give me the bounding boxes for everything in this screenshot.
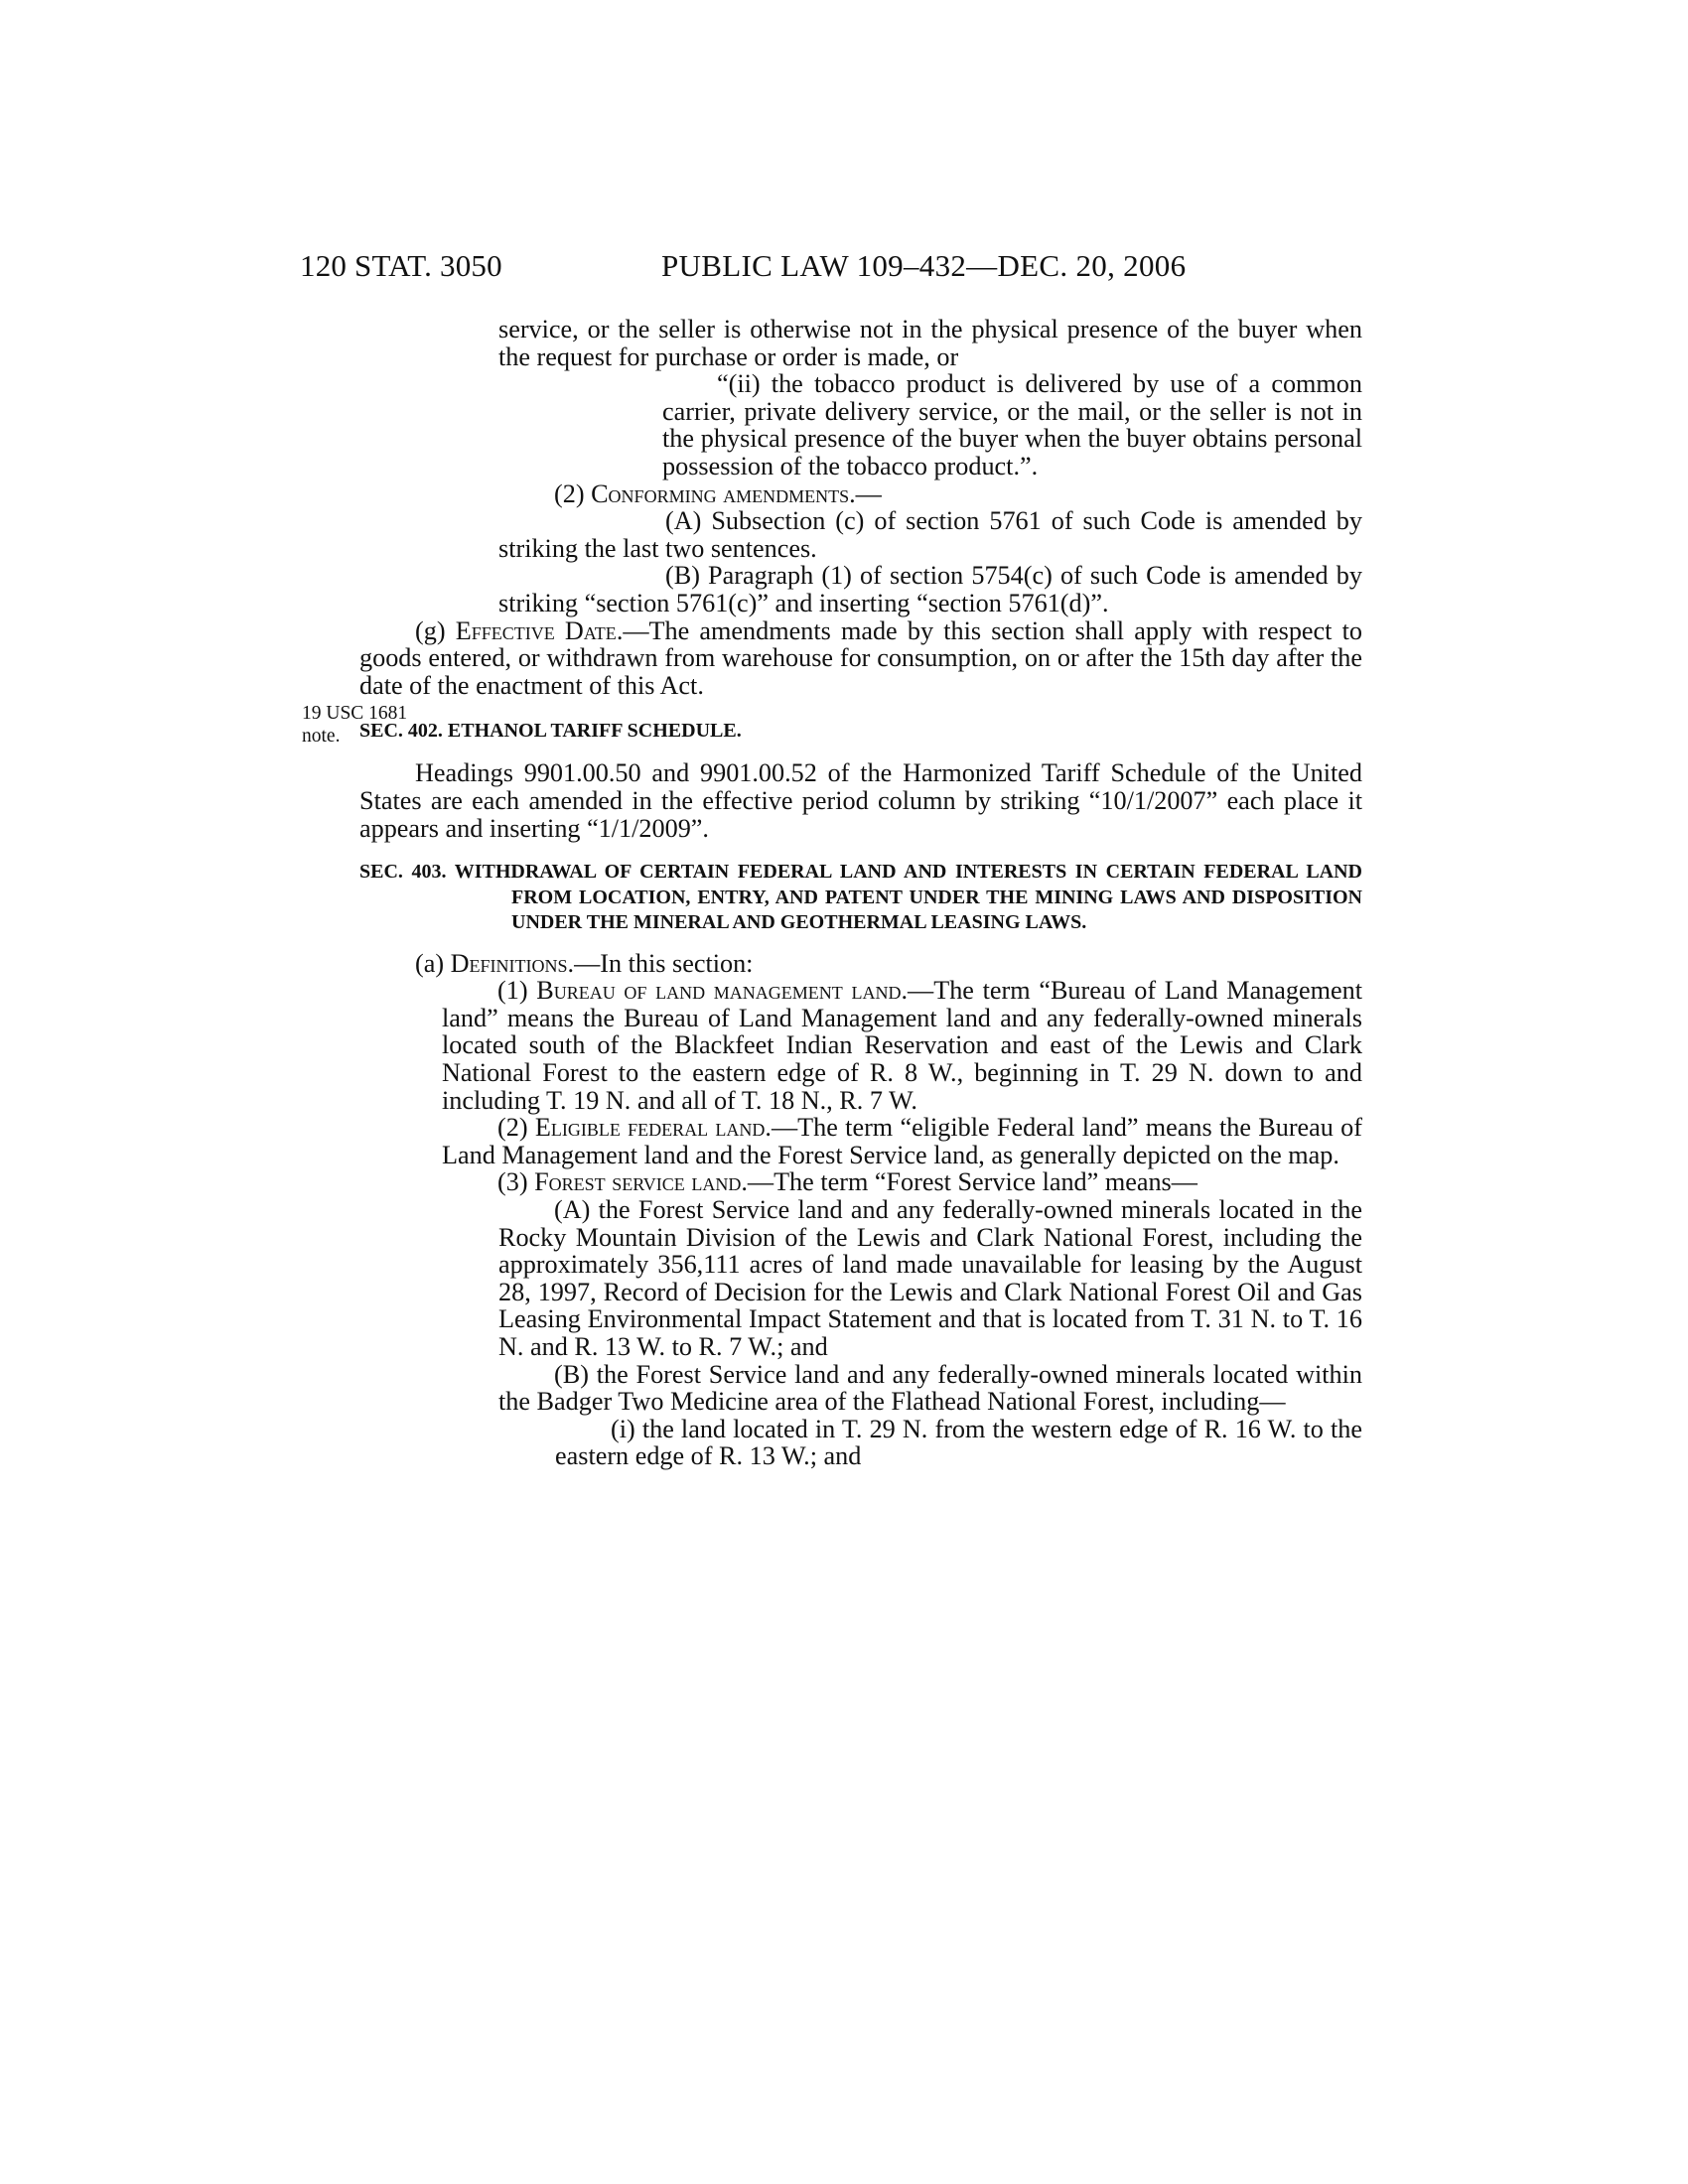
definition-3-heading: Forest service land [534,1167,742,1197]
page-title: PUBLIC LAW 109–432—DEC. 20, 2006 [661,248,1187,283]
definition-1 [442,977,1362,1114]
definition-1-heading: Bureau of land management land [536,976,902,1006]
stat-reference: 120 STAT. 3050 [300,248,502,283]
margin-note-line1: 19 USC 1681 [302,703,408,724]
definition-3-b: (B) the Forest Service land and any federally-owned minerals located within the Badger Two Medicine area of the Flathead National Forest, including— [498,1359,1362,1417]
definitions-heading: Definitions [450,948,568,978]
definition-1-number: (1) [497,976,537,1006]
conforming-amendments-paragraph [442,480,1362,508]
conforming-heading: Conforming amendments [591,478,850,508]
effective-date-paragraph [359,617,1362,700]
conforming-b: (B) Paragraph (1) of section 5754(c) of such Code is amended by striking “section 5761(c)” and inserting “section 5761(d)”. [498,561,1362,617]
definition-2-heading: Eligible federal land [534,1113,766,1143]
effective-heading: Effective Date [455,615,617,645]
definition-2-text: .—The term “eligible Federal land” means the Bureau of Land Management land and the Forest Service land, as generally depicted on the map. [442,1113,1362,1169]
conforming-number: (2) [554,478,592,508]
conforming-a: (A) Subsection (c) of section 5761 of such Code is amended by striking the last two sentences. [498,506,1362,563]
continued-paragraph: service, or the seller is otherwise not in the physical presence of the buyer when the request for purchase or order is made, or [498,315,1362,371]
definitions-number: (a) [415,948,451,978]
section-402-heading: SEC. 402. ETHANOL TARIFF SCHEDULE. [359,720,742,743]
definitions-paragraph [359,950,1362,978]
section-403-heading: SEC. 403. WITHDRAWAL OF CERTAIN FEDERAL LAND AND INTERESTS IN CERTAIN FEDERAL LAND FROM LOCATION, ENTRY, AND PATENT UNDER THE MINING LAWS AND DISPOSITION UNDER THE MINERAL AND GEOTHERMAL LEASING LAWS. [359,861,1362,934]
effective-text: .—The amendments made by this section shall apply with respect to goods entered, or withdrawn from warehouse for consumption, on or after the 15th day after the date of the enactment of this Act. [359,615,1362,700]
document-body [359,315,1362,1471]
definition-3 [442,1168,1362,1196]
effective-number: (g) [415,615,456,645]
definition-3-text: .—The term “Forest Service land” means— [741,1167,1197,1197]
clause-ii: “(ii) the tobacco product is delivered by use of a common carrier, private delivery service, or the mail, or the seller is not in the physical presence of the buyer when the buyer obtains personal possession of the tobacco product.”. [662,369,1362,480]
definitions-text: .—In this section: [567,948,754,978]
definition-3-b-i: (i) the land located in T. 29 N. from the western edge of R. 16 W. to the eastern edge of R. 13 W.; and [555,1414,1362,1471]
definition-1-text: .—The term “Bureau of Land Management land” means the Bureau of Land Management land and any federally-owned minerals located south of the Blackfeet Indian Reservation and east of the Lewis and Clark National Forest to the eastern edge of R. 8 W., beginning in T. 29 N. down to and including T. 19 N. and all of T. 18 N., R. 7 W. [442,976,1362,1115]
definition-2 [442,1114,1362,1168]
section-402-text: Headings 9901.00.50 and 9901.00.52 of the Harmonized Tariff Schedule of the United States are each amended in the effective period column by striking “10/1/2007” each place it appears and inserting “1/1/2009”. [359,758,1362,843]
conforming-dash: .— [849,478,882,508]
definition-2-number: (2) [497,1113,535,1143]
definition-3-number: (3) [497,1167,535,1197]
margin-note-line2: note. [302,726,341,747]
definition-3-a: (A) the Forest Service land and any federally-owned minerals located in the Rocky Mountain Division of the Lewis and Clark National Forest, including the approximately 356,111 acres of land made unavailable for leasing by the August 28, 1997, Record of Decision for the Lewis and Clark National Forest Oil and Gas Leasing Environmental Impact Statement and that is located from T. 31 N. to T. 16 N. and R. 13 W. to R. 7 W.; and [498,1194,1362,1361]
